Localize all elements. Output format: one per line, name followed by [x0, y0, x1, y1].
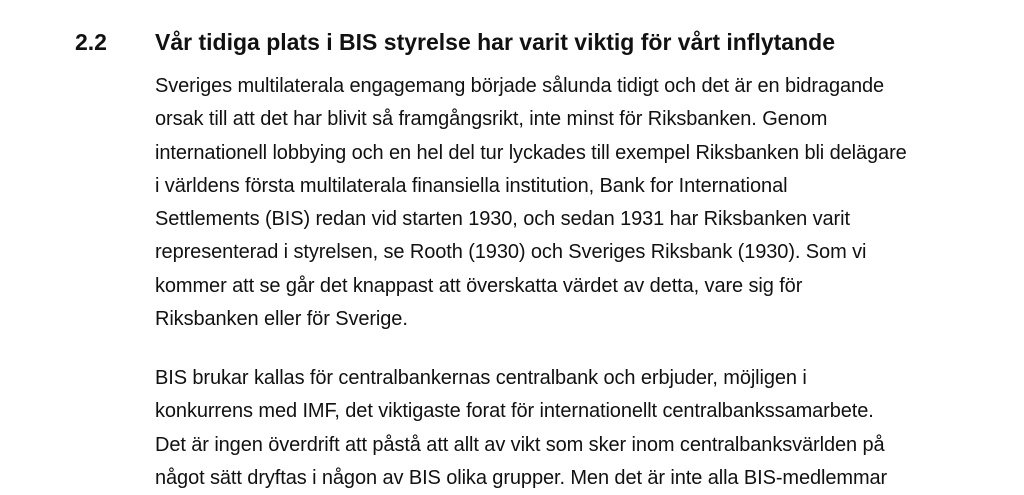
paragraph-line: Det är ingen överdrift att påstå att allt av vikt som sker inom centralbanksvärlden på [155, 433, 885, 456]
paragraph-1 [155, 70, 1023, 336]
paragraph-line: konkurrens med IMF, det viktigaste forat för internationellt centralbankssamarbete. [155, 400, 874, 423]
paragraph-line: Settlements (BIS) redan vid starten 1930, och sedan 1931 har Riksbanken varit [155, 208, 850, 231]
paragraph-line: BIS brukar kallas för centralbankernas centralbank och erbjuder, möjligen i [155, 367, 807, 389]
paragraph-line: i världens första multilaterala finansiella institution, Bank for International [155, 174, 788, 197]
section-number: 2.2 [75, 29, 107, 55]
paragraph-line: representerad i styrelsen, se Rooth (1930) och Sveriges Riksbank (1930). Som vi [155, 241, 867, 264]
paragraph-line: orsak till att det har blivit så framgångsrikt, inte minst för Riksbanken. Genom [155, 108, 828, 131]
paragraph-line: Riksbanken eller för Sverige. [155, 308, 408, 331]
paragraph-line: kommer att se går det knappast att överskatta värdet av detta, vare sig för [155, 274, 803, 297]
paragraph-line: internationell lobbying och en hel del tur lyckades till exempel Riksbanken bli delägare [155, 141, 907, 164]
section-heading [75, 26, 984, 58]
section-title: Vår tidiga plats i BIS styrelse har varit viktig för vårt inflytande [155, 29, 835, 55]
paragraph-line: något sätt dryftas i någon av BIS olika grupper. Men det är inte alla BIS-medlemmar [155, 466, 888, 489]
paragraph-2 [155, 362, 1023, 495]
paragraph-line: Sveriges multilaterala engagemang började sålunda tidigt och det är en bidragande [155, 75, 885, 97]
